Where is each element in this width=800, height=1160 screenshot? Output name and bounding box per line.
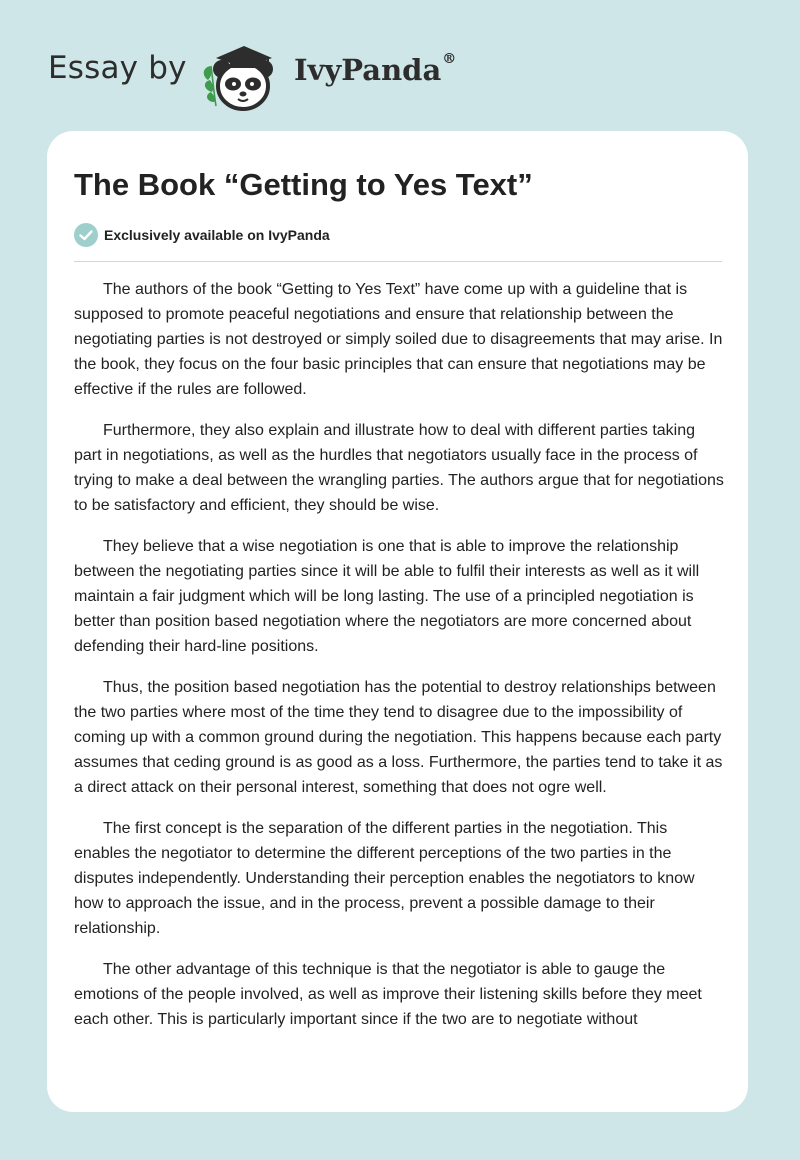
paragraph: The first concept is the separation of the different parties in the negotiation. This enables the negotiator to determine the different perceptions of the two parties in the disputes independently. Understanding their perception enables the negotiators to know how to approach the issue, and in the process, prevent a possible damage to their relationship. <box>74 820 695 937</box>
article-title: The Book “Getting to Yes Text” <box>74 167 533 202</box>
article-card <box>47 131 748 1112</box>
paragraph: They believe that a wise negotiation is one that is able to improve the relationship between the negotiating parties since it will be able to fulfil their interests as well as it will maintain a fair judgment which will be long lasting. The use of a principled negotiation is better than position based negotiation where the negotiators are more concerned about defending their hard-line positions. <box>74 538 700 655</box>
site-header <box>0 0 800 120</box>
title-divider <box>74 261 722 262</box>
brand-name: IvyPanda <box>294 53 442 87</box>
paragraph: Furthermore, they also explain and illustrate how to deal with different parties taking part in negotiations, as well as the hurdles that negotiators usually face in the process of trying to make a deal between the wrangling parties. The authors argue that for negotiations to be satisfactory and efficient, they should be wise. <box>74 422 724 514</box>
article-body <box>74 277 724 1048</box>
paragraph: The authors of the book “Getting to Yes Text” have come up with a guideline that is supposed to promote peaceful negotiations and ensure that relationship between the negotiating parties is not destroyed or simply soiled due to disagreements that may arise. In the book, they focus on the four basic principles that can ensure that negotiations may be effective if the rules are followed. <box>74 281 723 398</box>
panda-graduation-cap-icon[interactable] <box>198 36 290 112</box>
brand-logotype[interactable] <box>294 53 456 87</box>
paragraph: The other advantage of this technique is that the negotiator is able to gauge the emotions of the people involved, as well as improve their listening skills before they meet each other. This is particularly important since if the two are to negotiate without <box>74 961 702 1028</box>
exclusive-badge <box>74 222 330 248</box>
exclusive-label: Exclusively available on IvyPanda <box>104 227 330 243</box>
essay-by-label: Essay by <box>48 50 187 86</box>
check-circle-icon <box>74 223 98 247</box>
registered-mark: ® <box>442 51 457 67</box>
paragraph: Thus, the position based negotiation has the potential to destroy relationships between the two parties where most of the time they tend to disagree due to the impossibility of coming up with a common ground during the negotiation. This happens because each party assumes that ceding ground is as good as a loss. Furthermore, the parties tend to take it as a direct attack on their personal interest, something that does not ogre well. <box>74 679 723 796</box>
